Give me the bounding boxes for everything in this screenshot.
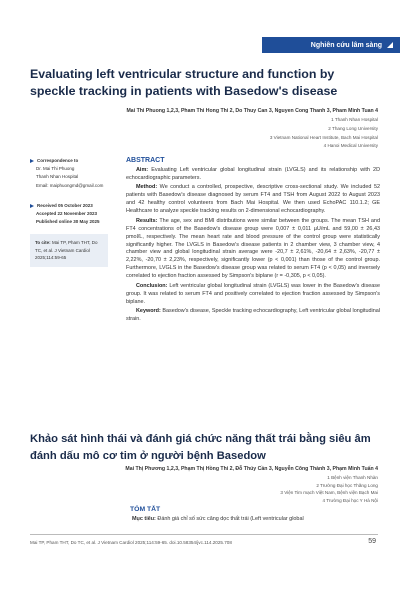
tom-tat-heading: TÓM TẮT	[130, 506, 161, 513]
accepted-date: Accepted 22 November 2023	[36, 211, 98, 217]
abstract-method: Method: We conduct a controlled, prospective, descriptive cross-sectional study. We included 52 patients with Basedow's disease diagnosed by serum FT4 and TSH from August 2022 to August 2023 and 42 healthy control volunteers from Bach Mai Hospital. We then used EchoPAC 110.1.2; GE Healthcare to analyze speckle tracking results on 2-dimensional echocardiography.	[126, 184, 380, 215]
footer-divider	[30, 534, 378, 535]
affiliation-en: 2 Thang Long University	[328, 125, 378, 131]
abstract-conclusion: Conclusion: Left ventricular global longitudinal strain (LVGLS) was lower in the Basedow's disease group. It was related to serum FT4 and positively correlated to ejection fraction assessed by Simpson's biplane.	[126, 282, 380, 305]
page-number: 59	[368, 538, 376, 545]
cite-box	[30, 234, 108, 267]
abstract-heading: ABSTRACT	[126, 157, 165, 164]
affiliation-vi: 1 Bệnh viện Thanh Nhàn	[327, 475, 378, 480]
affiliations-vi	[280, 474, 378, 504]
section-tag	[262, 37, 400, 53]
arrow-right-icon	[30, 159, 34, 163]
correspondence-heading: Correspondence to	[30, 157, 108, 165]
received-date: Received 05 October 2023	[37, 202, 93, 208]
correspondence-info: Dr. Mai Thi Phuong Thanh Nhan Hospital Email: maiphuongmd@gmail.com	[36, 165, 108, 190]
authors-en: Mai Thi Phuong 1,2,3, Pham Thi Hong Thi 2, Do Thuy Can 3, Nguyen Cong Thanh 3, Pham Minh Tuan 4	[126, 108, 378, 114]
affiliation-en: 4 Hanoi Medical University	[323, 143, 378, 149]
affiliation-en: 1 Thanh Nhan Hospital	[331, 117, 378, 122]
footer-citation: Mai TP, Pham THT, Do TC, et al. J Vietnam Cardiol 2025;114:59-65. doi.10.58354/jvc.114.2025.708	[30, 540, 232, 545]
article-title-vi: Khảo sát hình thái và đánh giá chức năng thất trái bằng siêu âm đánh dấu mô cơ tim ở người bệnh Basedow	[30, 433, 371, 462]
affiliation-en: 3 Vietnam National Heart Institute, Bach Mai Hospital	[269, 134, 378, 140]
affiliation-vi: 2 Trường Đại học Thăng Long	[316, 482, 378, 488]
corner-triangle-icon	[387, 42, 393, 48]
cite-text: Mai TP, Pham THT, Do TC, et al. J Vietnam Cardiol 2025;114:59-65	[35, 240, 98, 261]
section-tag-label: Nghiên cứu lâm sàng	[310, 41, 382, 49]
affiliation-vi: 4 Trường Đại học Y Hà Nội	[322, 497, 378, 503]
abstract-keyword: Keyword: Basedow's disease, Speckle tracking echocardiography, Left ventricular global longitudinal strain.	[126, 308, 381, 323]
correspondence-email[interactable]: Email: maiphuongmd@gmail.com	[36, 182, 104, 188]
published-date: Published online 30 May 2025	[36, 219, 100, 225]
abstract-en	[126, 157, 380, 326]
affiliations-en	[270, 116, 378, 151]
affiliation-vi: 3 Viện Tim mạch Việt Nam, Bệnh viện Bạch Mai	[280, 490, 378, 496]
cite-label: To cite:	[35, 240, 51, 246]
arrow-right-icon	[30, 204, 34, 208]
article-sidebar	[30, 157, 108, 267]
tom-tat-aim: Mục tiêu: Đánh giá chỉ số sức căng dọc thất trái (Left ventricular global	[132, 516, 304, 522]
dates-block	[30, 202, 108, 210]
abstract-aim: Aim: Evaluating Left ventricular global longitudinal strain (LVGLS) and its relationship with 2D echocardiographic parameters.	[126, 166, 381, 181]
authors-vi: Mai Thị Phương 1,2,3, Phạm Thị Hồng Thi 2, Đỗ Thúy Cần 3, Nguyễn Công Thành 3, Phạm Minh Tuấn 4	[125, 466, 378, 472]
abstract-results: Results: The age, sex and BMI distributions were similar between the groups. The mean TSH and FT4 concentrations of the Basedow's disease group were 0,007 ± 0,011 µU/mL and 59,00 ± 26,43 pmol/L, respectively. The mean heart rate and blood pressure of the control group were statistically significantly higher. The LVGLS in Basedow's disease patients in 2 chamber view, 3 chamber view, 4 chamber view and global longitudinal strain average were -20,7 ± 2,61%, -20,64 ± 2,63%, -20,77 ± 2,22%, -20,70 ± 2,23%, respectively, significantly lower (p < 0,001) than those of the control group. Furthermore, LVGLS in the Basedow's disease group was related to serum FT4 (p < 0,05) and inversely correlated to ejection fraction assessed by Simpson's biplane (r = -0,305, p < 0,05).	[126, 217, 380, 280]
dates-info	[36, 210, 108, 226]
article-title-en: Evaluating left ventricular structure and function by speckle tracking in patients with Basedow's disease	[30, 67, 338, 98]
